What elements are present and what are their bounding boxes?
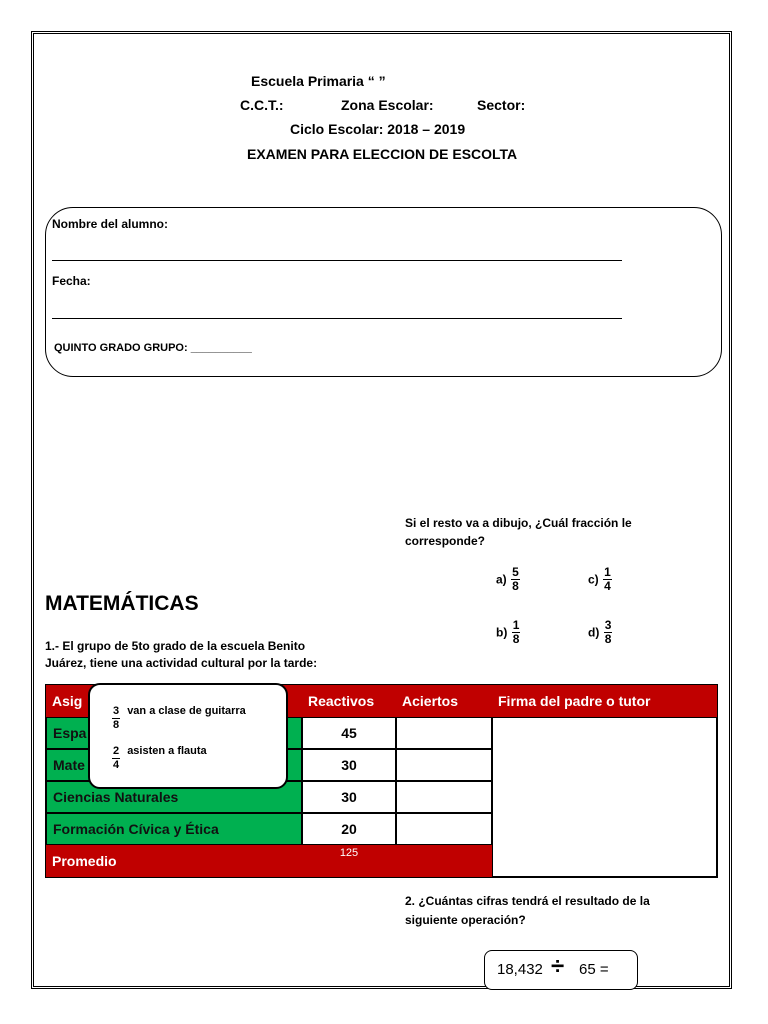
q2-line2: siguiente operación? (405, 913, 526, 927)
sector-label: Sector: (477, 97, 526, 113)
header-subject: Asig (46, 685, 302, 717)
subject-cell: Ciencias Naturales (46, 781, 302, 813)
guitar-text: van a clase de guitarra (127, 705, 246, 717)
option-a-letter: a) (496, 572, 507, 587)
option-b (496, 619, 520, 646)
option-d-fraction: $\frac{3}{8}$ (604, 618, 612, 646)
fraction-callout (88, 683, 288, 789)
name-line[interactable] (52, 260, 622, 261)
zona-label: Zona Escolar: (341, 97, 434, 113)
subject-cell: Espa (46, 717, 302, 749)
divisor: 65 = (579, 961, 609, 978)
option-c-letter: c) (588, 572, 599, 587)
q2-line1: 2. ¿Cuántas cifras tendrá el resultado de la (405, 894, 650, 908)
aciertos-cell[interactable] (396, 749, 492, 781)
reactivos-cell: 30 (302, 781, 396, 813)
guitar-fraction: $\frac{3}{8}$ (113, 705, 120, 731)
reactivos-cell: 30 (302, 749, 396, 781)
option-a-fraction: $\frac{5}{8}$ (512, 565, 519, 593)
option-c-fraction: $\frac{1}{4}$ (604, 565, 611, 593)
school-name: Escuela Primaria “ ” (251, 73, 386, 89)
option-b-fraction: $\frac{1}{8}$ (512, 618, 520, 646)
flute-fraction: $\frac{2}{4}$ (113, 745, 120, 771)
signature-cell[interactable] (492, 717, 717, 877)
header-reactivos: Reactivos (302, 685, 396, 717)
subject-cell: Mate (46, 749, 302, 781)
division-operation-box (484, 950, 638, 990)
option-a (496, 566, 520, 593)
cct-label: C.C.T.: (240, 97, 284, 113)
option-d-letter: d) (588, 625, 600, 640)
header-aciertos: Aciertos (396, 685, 492, 717)
option-c (588, 566, 612, 593)
option-d (588, 619, 612, 646)
school-year: Ciclo Escolar: 2018 – 2019 (290, 121, 466, 137)
promedio-aciertos (396, 845, 492, 877)
aciertos-cell[interactable] (396, 813, 492, 845)
option-b-letter: b) (496, 625, 508, 640)
question-text-line1: Si el resto va a dibujo, ¿Cuál fracción le (405, 516, 632, 530)
aciertos-cell[interactable] (396, 781, 492, 813)
math-heading: MATEMÁTICAS (45, 592, 199, 615)
q1-line1: 1.- El grupo de 5to grado de la escuela Benito (45, 639, 306, 653)
subject-cell: Formación Cívica y Ética (46, 813, 302, 845)
grade-group-label: QUINTO GRADO GRUPO: __________ (54, 342, 252, 354)
reactivos-cell: 20 (302, 813, 396, 845)
header-signature: Firma del padre o tutor (492, 685, 717, 717)
division-sign-icon: ÷ (551, 953, 565, 980)
promedio-label: Promedio (46, 845, 302, 877)
reactivos-cell: 45 (302, 717, 396, 749)
flute-text: asisten a flauta (127, 745, 207, 757)
question-text-line2: corresponde? (405, 534, 486, 548)
date-line[interactable] (52, 318, 622, 319)
name-label: Nombre del alumno: (52, 217, 169, 231)
callout-row-flute (112, 745, 207, 772)
aciertos-cell[interactable] (396, 717, 492, 749)
q1-line2: Juárez, tiene una actividad cultural por la tarde: (45, 656, 318, 670)
dividend: 18,432 (497, 961, 543, 978)
callout-row-guitar (112, 705, 246, 732)
promedio-value: 125 (302, 845, 396, 877)
date-label: Fecha: (52, 274, 91, 288)
exam-title: EXAMEN PARA ELECCION DE ESCOLTA (247, 146, 518, 162)
